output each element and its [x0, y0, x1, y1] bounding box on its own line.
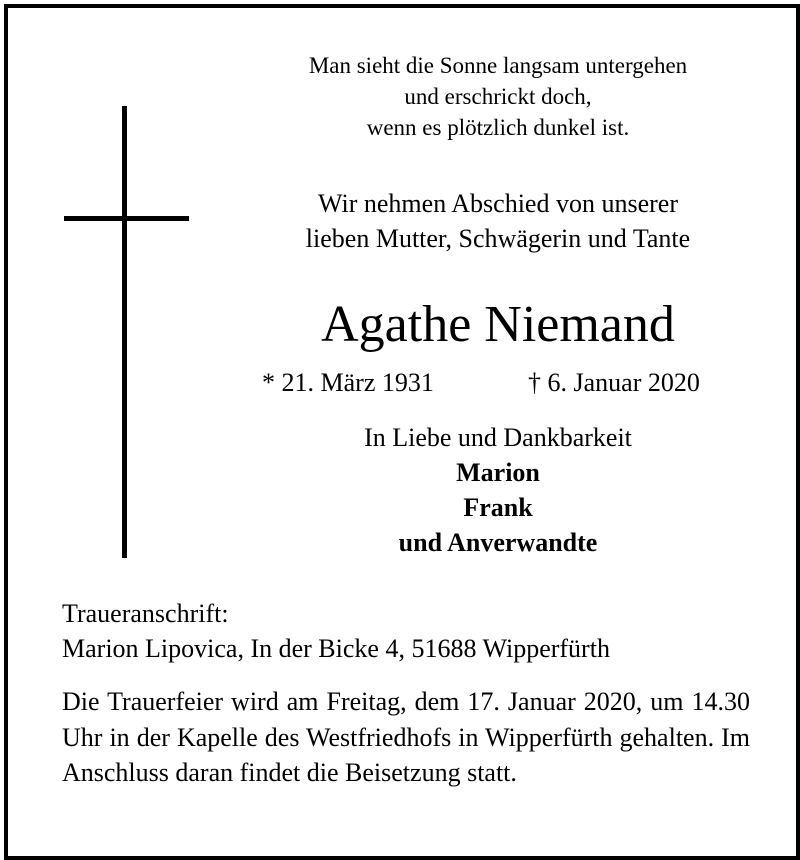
farewell-line: Wir nehmen Abschied von unserer [318, 189, 678, 218]
mourner-name: und Anverwandte [398, 528, 598, 557]
deceased-name: Agathe Niemand [321, 296, 675, 353]
mourning-address [62, 596, 762, 666]
signoff-intro: In Liebe und Dankbarkeit [364, 423, 632, 452]
poem-line: und erschrickt doch, [404, 84, 592, 109]
poem-line: Man sieht die Sonne langsam untergehen [308, 53, 688, 78]
cross-vertical-bar [122, 106, 127, 558]
signoff [238, 420, 758, 560]
address-label: Traueranschrift: [62, 599, 229, 628]
mourner-name: Frank [463, 493, 533, 522]
poem [238, 50, 758, 143]
cross-horizontal-bar [64, 216, 189, 221]
mourner-name: Marion [456, 458, 540, 487]
birth-date: * 21. März 1931 [262, 368, 434, 397]
address-value: Marion Lipovica, In der Bicke 4, 51688 Wipperfürth [62, 634, 610, 663]
obituary-frame [4, 4, 800, 860]
farewell-text [238, 186, 758, 256]
poem-line: wenn es plötzlich dunkel ist. [366, 115, 630, 140]
farewell-line: lieben Mutter, Schwägerin und Tante [305, 224, 691, 253]
death-date: † 6. Januar 2020 [528, 368, 700, 397]
ceremony-notice: Die Trauerfeier wird am Freitag, dem 17. Januar 2020, um 14.30 Uhr in der Kapelle des Westfriedhofs in Wipperfürth gehalten. Im Anschluss daran findet die Beisetzung statt. [62, 687, 750, 787]
